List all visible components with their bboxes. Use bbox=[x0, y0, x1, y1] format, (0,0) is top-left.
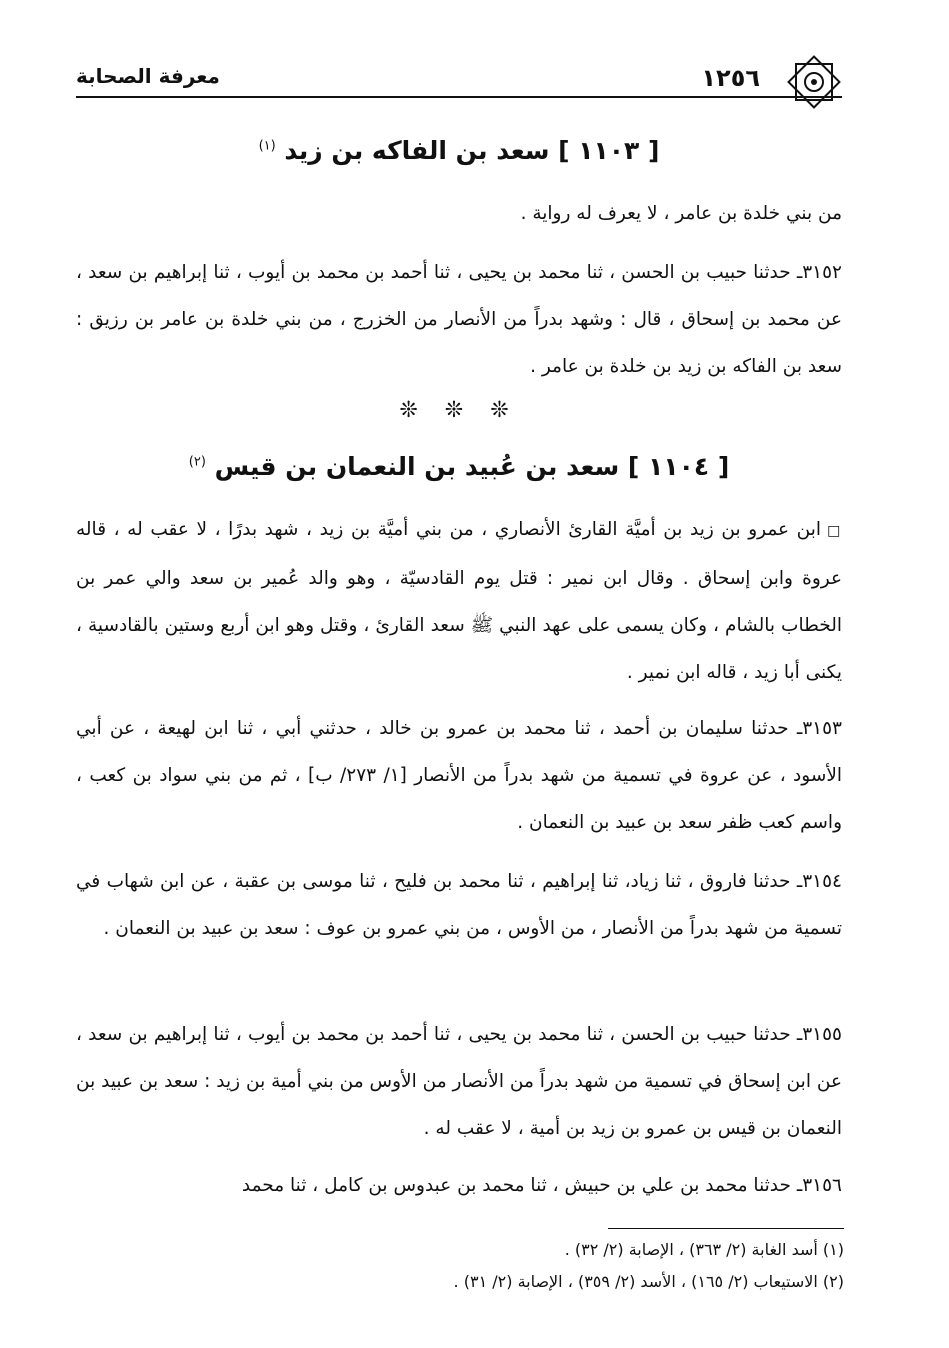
running-title: معرفة الصحابة bbox=[76, 64, 220, 88]
biography-text: ابن عمرو بن زيد بن أميَّة القارئ الأنصاري ، من بني أميَّة بن زيد ، شهد بدرًا ، لا عقب له ، قاله عروة وابن إسحاق . وقال ابن نمير : قتل يوم القادسيّة ، وهو والد عُمير بن سعد والي عمر بن الخطاب بالشام ، وكان يسمى على عهد النبي ﷺ سعد القارئ ، وقتل وهو ابن أربع وستين بالقادسية ، يكنى أبا زيد ، قاله ابن نمير . bbox=[76, 519, 842, 683]
section-title-1103 bbox=[76, 136, 842, 165]
hadith-paragraph: ٣١٥٥ـ حدثنا حبيب بن الحسن ، ثنا محمد بن يحيى ، ثنا أحمد بن محمد بن أيوب ، ثنا إبراهيم بن سعد ، عن ابن إسحاق في تسمية من شهد بدراً من الأنصار من الأوس من بني أمية بن زيد : سعد بن عبيد بن النعمان بن قيس بن عمرو بن زيد بن أمية ، لا عقب له . bbox=[76, 1024, 842, 1139]
page-header bbox=[76, 52, 842, 104]
footnote-divider bbox=[608, 1228, 844, 1229]
section-separator: ❊ ❊ ❊ bbox=[399, 398, 519, 423]
footnote-item: (٢) الاستيعاب (٢/ ١٦٥) ، الأسد (٢/ ٣٥٩) ، الإصابة (٢/ ٣١) . bbox=[453, 1272, 844, 1291]
hadith-paragraph: ٣١٥٢ـ حدثنا حبيب بن الحسن ، ثنا محمد بن يحيى ، ثنا أحمد بن محمد بن أيوب ، ثنا إبراهيم بن سعد ، عن محمد بن إسحاق ، قال : وشهد بدراً من الأنصار من الخزرج ، من بني خلدة بن عامر بن رزيق : سعد بن الفاكه بن زيد بن خلدة بن عامر . bbox=[76, 262, 842, 377]
section-title-1104 bbox=[76, 452, 842, 481]
octagram-ornament-icon bbox=[786, 54, 842, 110]
footnote-item: (١) أسد الغابة (٢/ ٣٦٣) ، الإصابة (٢/ ٣٢) . bbox=[564, 1240, 844, 1259]
footnote-reference: (١) bbox=[258, 138, 276, 154]
section-intro: من بني خلدة بن عامر ، لا يعرف له رواية . bbox=[520, 203, 842, 224]
square-marker-icon: □ bbox=[827, 523, 842, 539]
hadith-paragraph: ٣١٥٦ـ حدثنا محمد بن علي بن حبيش ، ثنا محمد بن عبدوس بن كامل ، ثنا محمد bbox=[241, 1175, 842, 1196]
page-number: ١٢٥٦ bbox=[701, 64, 760, 92]
hadith-paragraph: ٣١٥٣ـ حدثنا سليمان بن أحمد ، ثنا محمد بن عمرو بن خالد ، حدثني أبي ، ثنا ابن لهيعة ، عن أبي الأسود ، عن عروة في تسمية من شهد بدراً من الأنصار [١/ ٢٧٣/ ب] ، ثم من بني سواد بن كعب ، واسم كعب ظفر سعد بن عبيد بن النعمان . bbox=[76, 718, 843, 833]
footnote-reference: (٢) bbox=[188, 454, 206, 470]
section-title-text: [ ١١٠٤ ] سعد بن عُبيد بن النعمان بن قيس bbox=[214, 452, 730, 481]
header-divider bbox=[76, 96, 842, 98]
section-title-text: [ ١١٠٣ ] سعد بن الفاكه بن زيد bbox=[284, 136, 660, 165]
hadith-paragraph: ٣١٥٤ـ حدثنا فاروق ، ثنا زياد، ثنا إبراهيم ، ثنا محمد بن فليح ، ثنا موسى بن عقبة ، عن ابن شهاب في تسمية من شهد بدراً من الأنصار ، من الأوس ، من بني عمرو بن عوف : سعد بن عبيد بن النعمان . bbox=[76, 871, 842, 939]
biography-paragraph bbox=[76, 506, 842, 696]
